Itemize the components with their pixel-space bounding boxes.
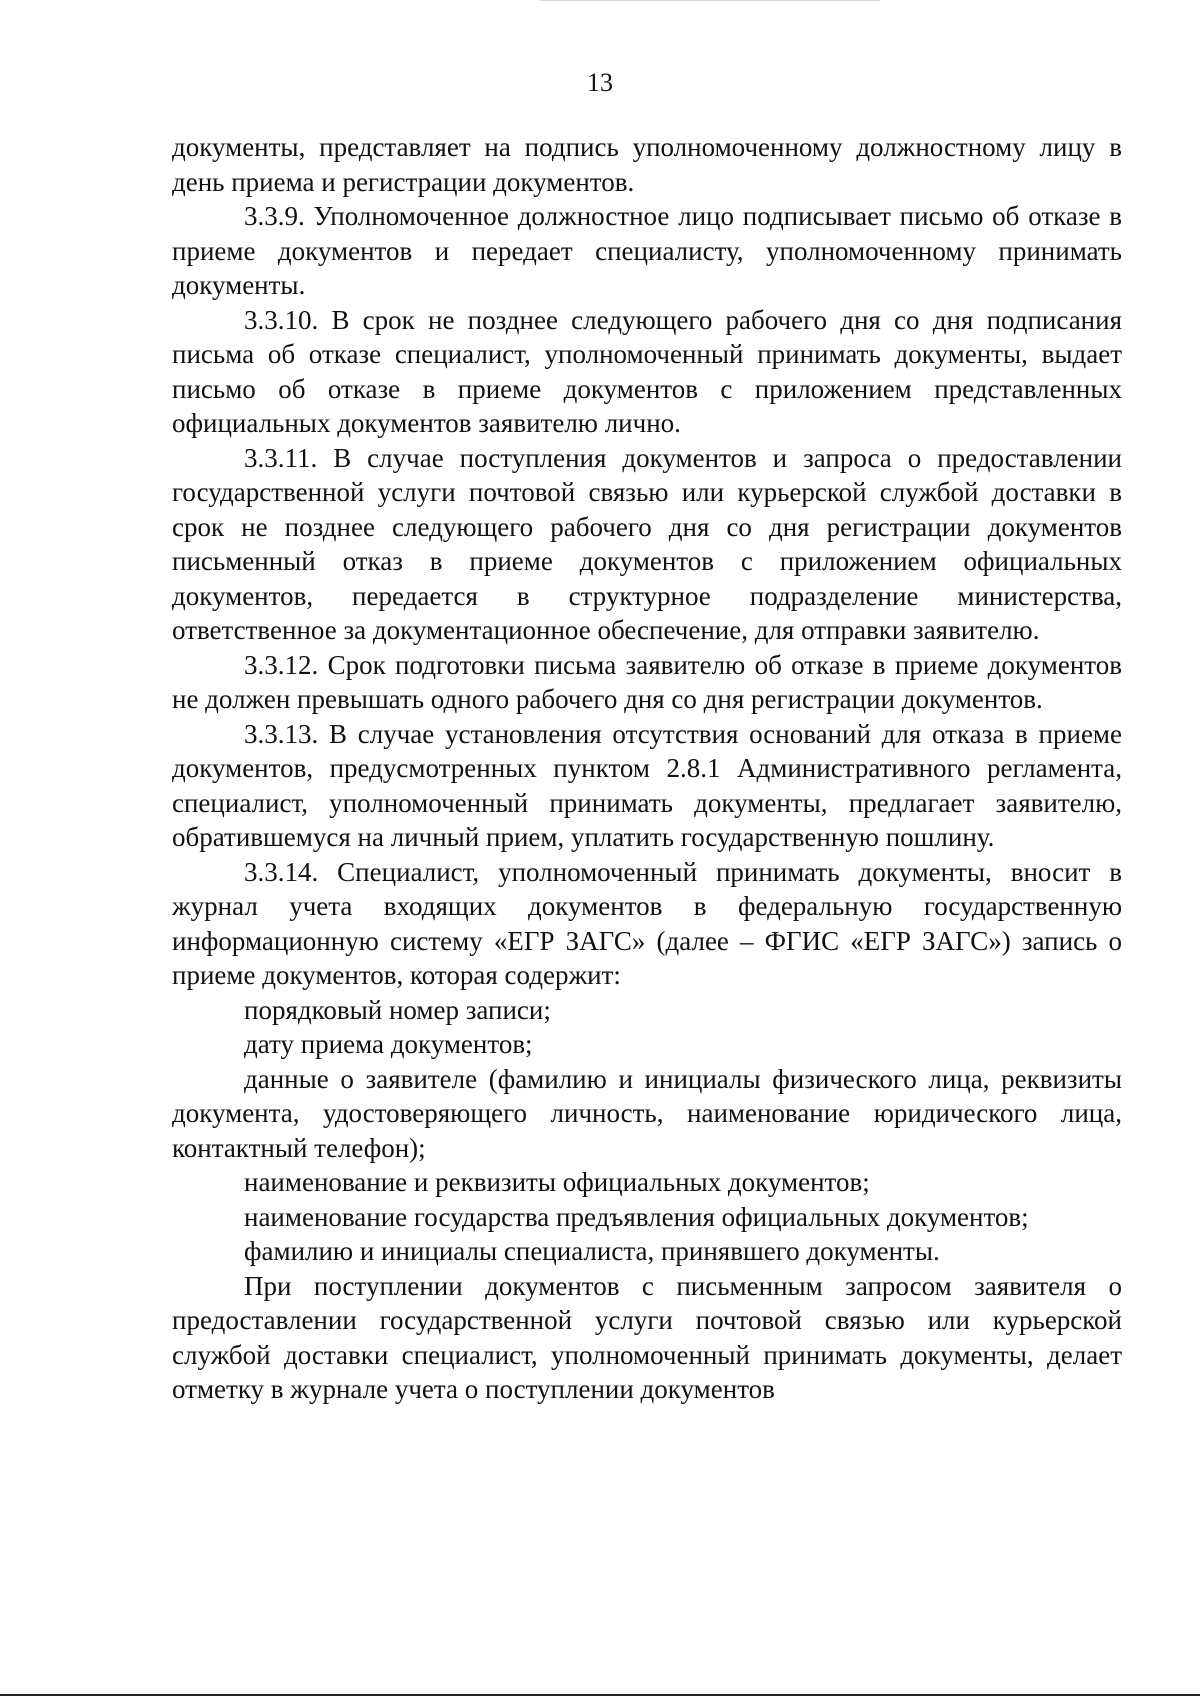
list-item: наименование и реквизиты официальных документов; <box>244 1167 870 1197</box>
paragraph-3-3-11: 3.3.11. В случае поступления документов и запроса о предоставлении государственной услуги почтовой связью или курьерской службой доставки в срок не позднее следующего рабочего дня со дня регистрации документов письменный отказ в приеме документов с приложением официальных документов, передается в структурное подразделение министерства, ответственное за документационное обеспечение, для отправки заявителю. <box>172 442 1122 645</box>
list-item: фамилию и инициалы специалиста, принявшего документы. <box>244 1236 940 1266</box>
list-item: дату приема документов; <box>244 1029 533 1059</box>
paragraph-3-3-14: 3.3.14. Специалист, уполномоченный принимать документы, вносит в журнал учета входящих документов в федеральную государственную информационную систему «ЕГР ЗАГС» (далее – ФГИС «ЕГР ЗАГС») запись о приеме документов, которая содержит: <box>172 856 1122 990</box>
paragraph-continuation: документы, представляет на подпись уполномоченному должностному лицу в день приема и регистрации документов. <box>172 132 1122 197</box>
document-body <box>172 130 1122 1407</box>
paragraph-3-3-13: 3.3.13. В случае установления отсутствия оснований для отказа в приеме документов, предусмотренных пунктом 2.8.1 Административного регламента, специалист, уполномоченный принимать документы, предлагает заявителю, обратившемуся на личный прием, уплатить государственную пошлину. <box>172 718 1122 852</box>
paragraph-3-3-9: 3.3.9. Уполномоченное должностное лицо подписывает письмо об отказе в приеме документов и передает специалисту, уполномоченному принимать документы. <box>172 201 1122 300</box>
paragraph-3-3-10: 3.3.10. В срок не позднее следующего рабочего дня со дня подписания письма об отказе специалист, уполномоченный принимать документы, выдает письмо об отказе в приеме документов с приложением представленных официальных документов заявителю лично. <box>172 304 1122 438</box>
list-item: порядковый номер записи; <box>244 994 551 1025</box>
list-item: наименование государства предъявления официальных документов; <box>244 1201 1029 1232</box>
list-item: данные о заявителе (фамилию и инициалы физического лица, реквизиты документа, удостоверяющего личность, наименование юридического лица, контактный телефон); <box>172 1063 1122 1163</box>
paragraph-3-3-12: 3.3.12. Срок подготовки письма заявителю об отказе в приеме документов не должен превышать одного рабочего дня со дня регистрации документов. <box>172 649 1122 714</box>
scan-edge-mark <box>540 0 880 1</box>
page-number: 13 <box>587 68 613 97</box>
scan-bottom-edge <box>0 1694 1200 1696</box>
paragraph-postal-receipt: При поступлении документов с письменным запросом заявителя о предоставлении государственной услуги почтовой связью или курьерской службой доставки специалист, уполномоченный принимать документы, делает отметку в журнале учета о поступлении документов <box>172 1270 1122 1404</box>
